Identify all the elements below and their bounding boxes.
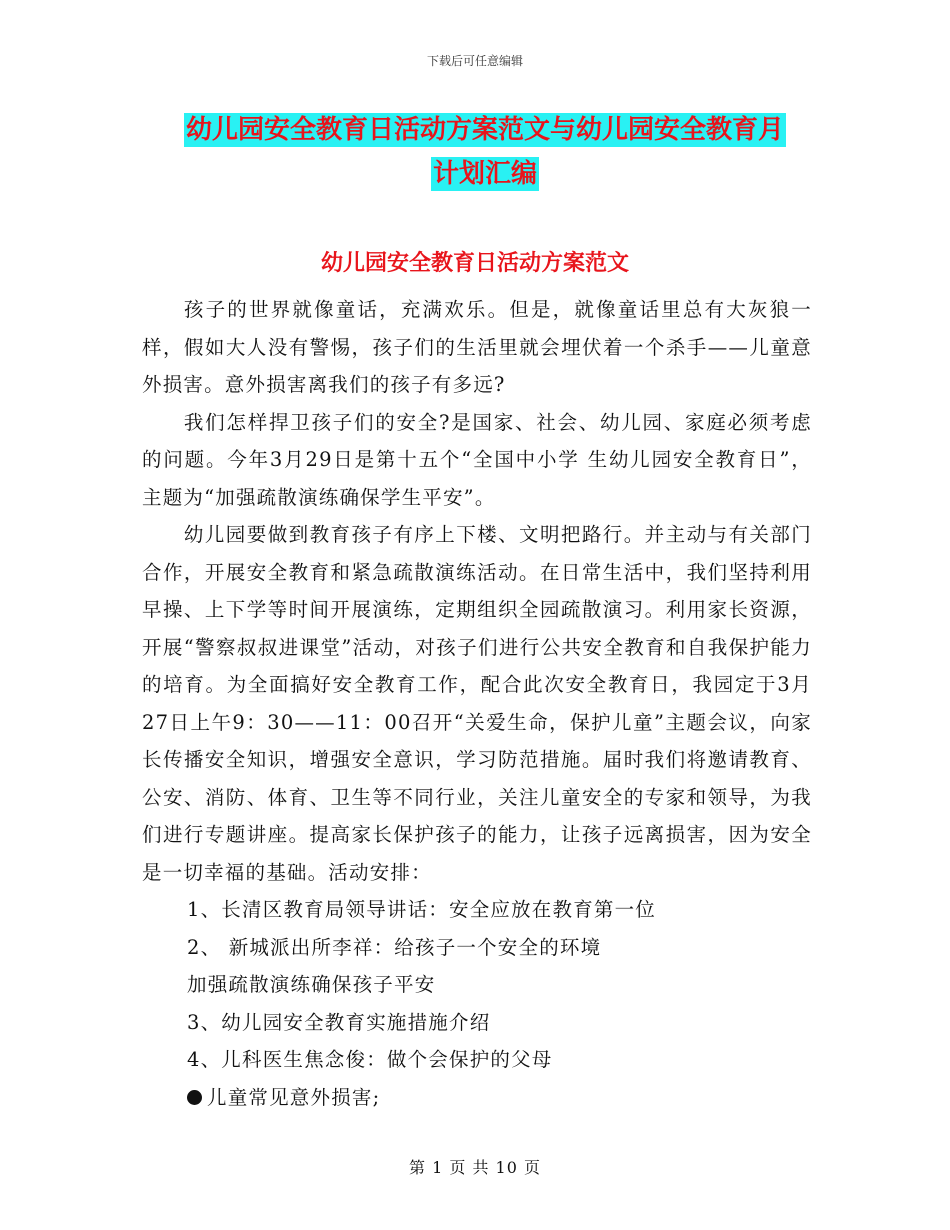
agenda-item: 加强疏散演练确保孩子平安 <box>187 973 436 996</box>
section-title: 幼儿园安全教育日活动方案范文 <box>320 251 629 276</box>
bullet-icon <box>187 1090 202 1105</box>
agenda-item: 2、 新城派出所李祥：给孩子一个安全的环境 <box>187 935 602 959</box>
bullet-item <box>142 1079 812 1117</box>
paragraph: 我们怎样捍卫孩子们的安全?是国家、社会、幼儿园、家庭必须考虑的问题。今年3月29日是第十五个“全国中小学 生幼儿园安全教育日”，主题为“加强疏散演练确保学生平安”。 <box>142 410 812 509</box>
bullet-item-text: 儿童常见意外损害; <box>207 1085 381 1109</box>
document-title <box>140 108 830 196</box>
document-body <box>142 291 812 1116</box>
paragraph: 孩子的世界就像童话，充满欢乐。但是，就像童话里总有大灰狼一样，假如大人没有警惕，孩子们的生活里就会埋伏着一个杀手——儿童意外损害。意外损害离我们的孩子有多远? <box>142 298 812 396</box>
agenda-item: 1、长清区教育局领导讲话：安全应放在教育第一位 <box>187 898 657 921</box>
title-line-2-text: 计划汇编 <box>432 159 537 189</box>
agenda-item: 4、儿科医生焦念俊：做个会保护的父母 <box>187 1048 553 1071</box>
title-line-1-text: 幼儿园安全教育日活动方案范文与幼儿园安全教育月 <box>185 115 784 145</box>
page-footer: 第 1 页 共 10 页 <box>409 1158 541 1177</box>
header-note: 下载后可任意编辑 <box>426 54 523 68</box>
title-line-1 <box>140 108 830 152</box>
paragraph: 幼儿园要做到教育孩子有序上下楼、文明把路行。并主动与有关部门合作，开展安全教育和紧急疏散演练活动。在日常生活中，我们坚持利用早操、上下学等时间开展演练，定期组织全园疏散演习。利用家长资源，开展“警察叔叔进课堂”活动，对孩子们进行公共安全教育和自我保护能力的培育。为全面搞好安全教育工作，配合此次安全教育日，我园定于3月27日上午9：30——11：00召开“关爱生命，保护儿童”主题会议，向家长传播安全知识，增强安全意识，学习防范措施。届时我们将邀请教育、公安、消防、体育、卫生等不同行业，关注儿童安全的专家和领导，为我们进行专题讲座。提高家长保护孩子的能力，让孩子远离损害，因为安全是一切幸福的基础。活动安排： <box>142 523 812 884</box>
agenda-item: 3、幼儿园安全教育实施措施介绍 <box>187 1010 491 1034</box>
title-line-2 <box>140 152 830 196</box>
